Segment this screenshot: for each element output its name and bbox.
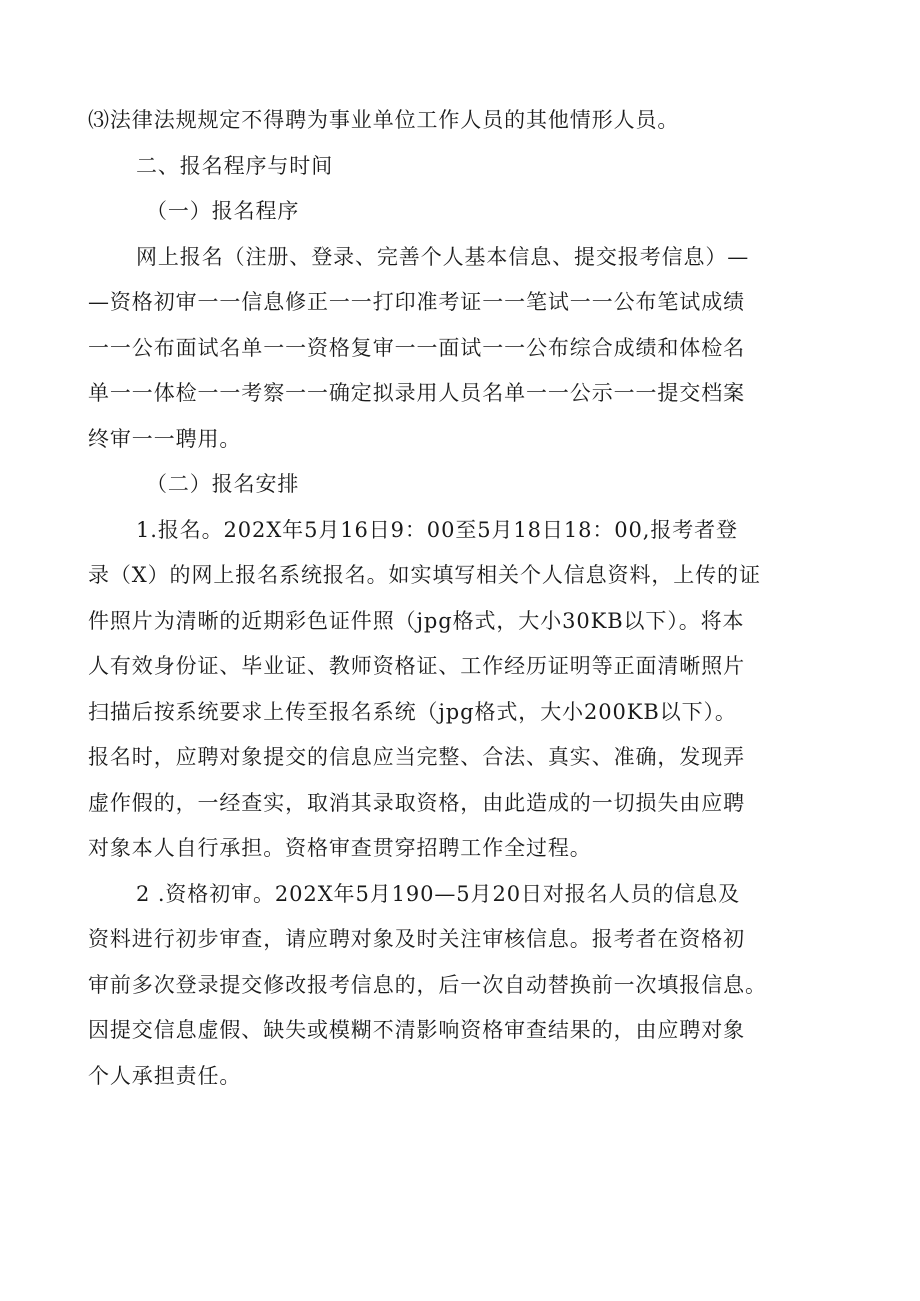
subsection-heading-2: （二）报名安排 [146,472,300,496]
paragraph-line: 扫描后按系统要求上传至报名系统（jpg格式，大小200KB以下）。 [88,699,737,724]
item-3-clause: ⑶法律法规规定不得聘为事业单位工作人员的其他情形人员。 [88,108,680,132]
paragraph-line: 因提交信息虚假、缺失或模糊不清影响资格审查结果的，由应聘对象 [88,1018,745,1042]
paragraph-line: 2 .资格初审。202X年5月190—5月20日对报名人员的信息及 [136,881,740,906]
paragraph-line: —资格初审一一信息修正一一打印准考证一一笔试一一公布笔试成绩 [88,290,745,314]
paragraph-line: 报名时，应聘对象提交的信息应当完整、合法、真实、准确，发现弄 [88,745,745,769]
paragraph-line: 资料进行初步审查，请应聘对象及时关注审核信息。报考者在资格初 [88,927,745,951]
paragraph-line: 个人承担责任。 [88,1063,242,1088]
section-heading-2: 二、报名程序与时间 [136,153,334,178]
paragraph-line: 单一一体检一一考察一一确定拟录用人员名单一一公示一一提交档案 [88,381,745,405]
paragraph-line: 录（X）的网上报名系统报名。如实填写相关个人信息资料，上传的证 [88,563,761,587]
paragraph-line: 终审一一聘用。 [88,426,242,451]
paragraph-line: 网上报名（注册、登录、完善个人基本信息、提交报考信息）— [136,244,750,269]
paragraph-line: 审前多次登录提交修改报考信息的，后一次自动替换前一次填报信息。 [88,972,767,997]
paragraph-line: 1.报名。202X年5月16日9：00至5月18日18：00,报考者登 [136,517,738,542]
paragraph-line: 件照片为清晰的近期彩色证件照（jpg格式，大小30KB以下）。将本 [88,608,745,633]
document-body [88,98,808,1099]
paragraph-line: 一一公布面试名单一一资格复审一一面试一一公布综合成绩和体检名 [88,335,745,360]
paragraph-line: 对象本人自行承担。资格审查贯穿招聘工作全过程。 [88,836,592,860]
paragraph-line: 人有效身份证、毕业证、教师资格证、工作经历证明等正面清晰照片 [88,654,745,678]
subsection-heading-1: （一）报名程序 [146,199,300,223]
paragraph-line: 虚作假的，一经查实，取消其录取资格，由此造成的一切损失由应聘 [88,790,745,815]
